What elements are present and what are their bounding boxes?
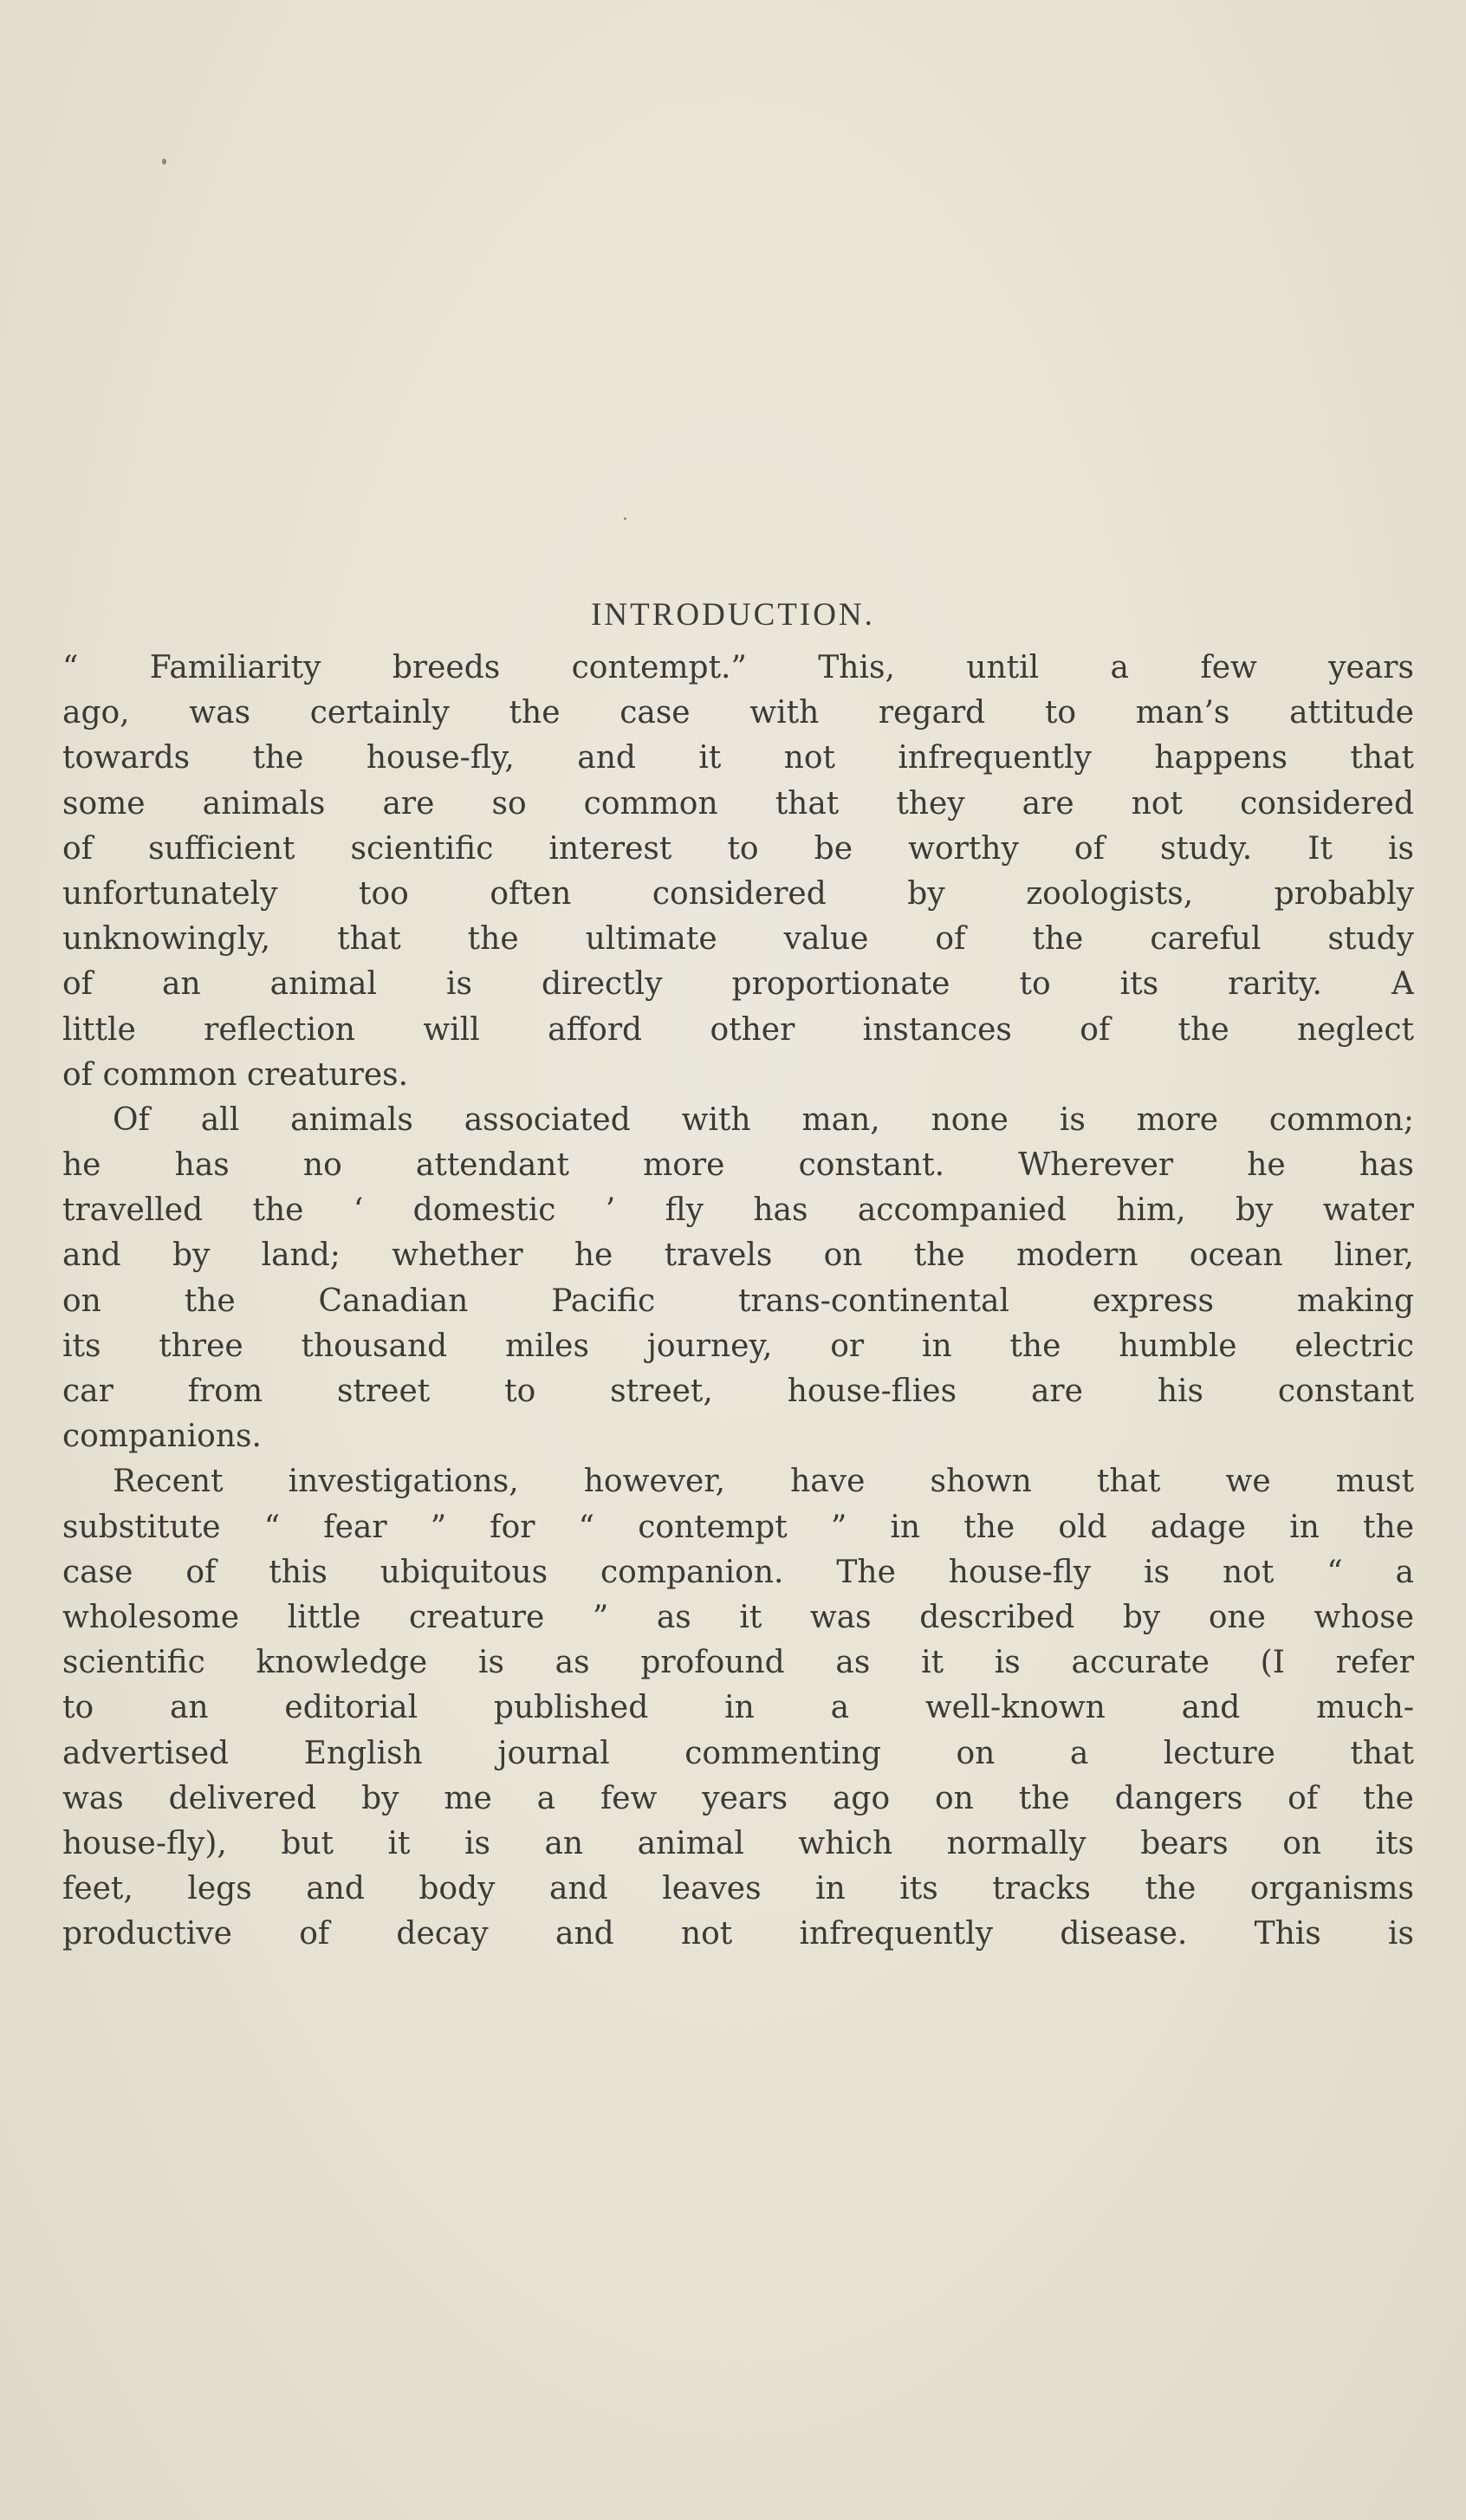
- text-line: unfortunately too often considered by zoologists, probably: [62, 875, 1414, 912]
- text-line: of sufficient scientific interest to be worthy of study. It is: [62, 830, 1414, 867]
- text-line: some animals are so common that they are not considered: [62, 785, 1414, 822]
- text-line: wholesome little creature ” as it was described by one whose: [62, 1599, 1414, 1635]
- text-line: productive of decay and not infrequently disease. This is: [62, 1916, 1414, 1952]
- chapter-title: INTRODUCTION.: [591, 597, 875, 633]
- text-line: advertised English journal commenting on a lecture that: [62, 1735, 1414, 1771]
- text-line: little reflection will afford other instances of the neglect: [62, 1011, 1414, 1048]
- text-line: car from street to street, house-flies are his constant: [62, 1374, 1414, 1409]
- body-text: [62, 646, 1414, 1957]
- text-line: and by land; whether he travels on the modern ocean liner,: [62, 1237, 1414, 1274]
- text-line: was delivered by me a few years ago on the dangers of the: [62, 1780, 1414, 1816]
- page-speck: [624, 517, 626, 520]
- text-line: of an animal is directly proportionate to its rarity. A: [62, 966, 1414, 1003]
- text-line: travelled the ‘ domestic ’ fly has accompanied him, by water: [62, 1192, 1414, 1229]
- text-line: feet, legs and body and leaves in its tracks the organisms: [62, 1871, 1414, 1907]
- text-line: on the Canadian Pacific trans-continental express making: [62, 1283, 1414, 1319]
- text-line: “ Familiarity breeds contempt.” This, until a few years: [62, 650, 1414, 685]
- text-line: ago, was certainly the case with regard to man’s attitude: [62, 695, 1414, 731]
- text-line: Of all animals associated with man, none is more common;: [113, 1101, 1414, 1138]
- text-line: Recent investigations, however, have shown that we must: [113, 1464, 1414, 1500]
- text-line: substitute “ fear ” for “ contempt ” in the old adage in the: [62, 1509, 1414, 1545]
- text-line: scientific knowledge is as profound as it is accurate (I refer: [62, 1645, 1414, 1681]
- text-line: towards the house-fly, and it not infrequently happens that: [62, 740, 1414, 776]
- text-line: he has no attendant more constant. Wherever he has: [62, 1147, 1414, 1184]
- text-line: to an editorial published in a well-known and much-: [62, 1690, 1414, 1726]
- text-line: of common creatures.: [62, 1056, 409, 1093]
- text-line: case of this ubiquitous companion. The house-fly is not “ a: [62, 1554, 1414, 1590]
- page-speck: [162, 159, 166, 165]
- text-line: its three thousand miles journey, or in the humble electric: [62, 1328, 1414, 1364]
- text-line: house-fly), but it is an animal which normally bears on its: [62, 1825, 1414, 1861]
- text-line: unknowingly, that the ultimate value of the careful study: [62, 921, 1414, 958]
- text-line: companions.: [62, 1419, 262, 1455]
